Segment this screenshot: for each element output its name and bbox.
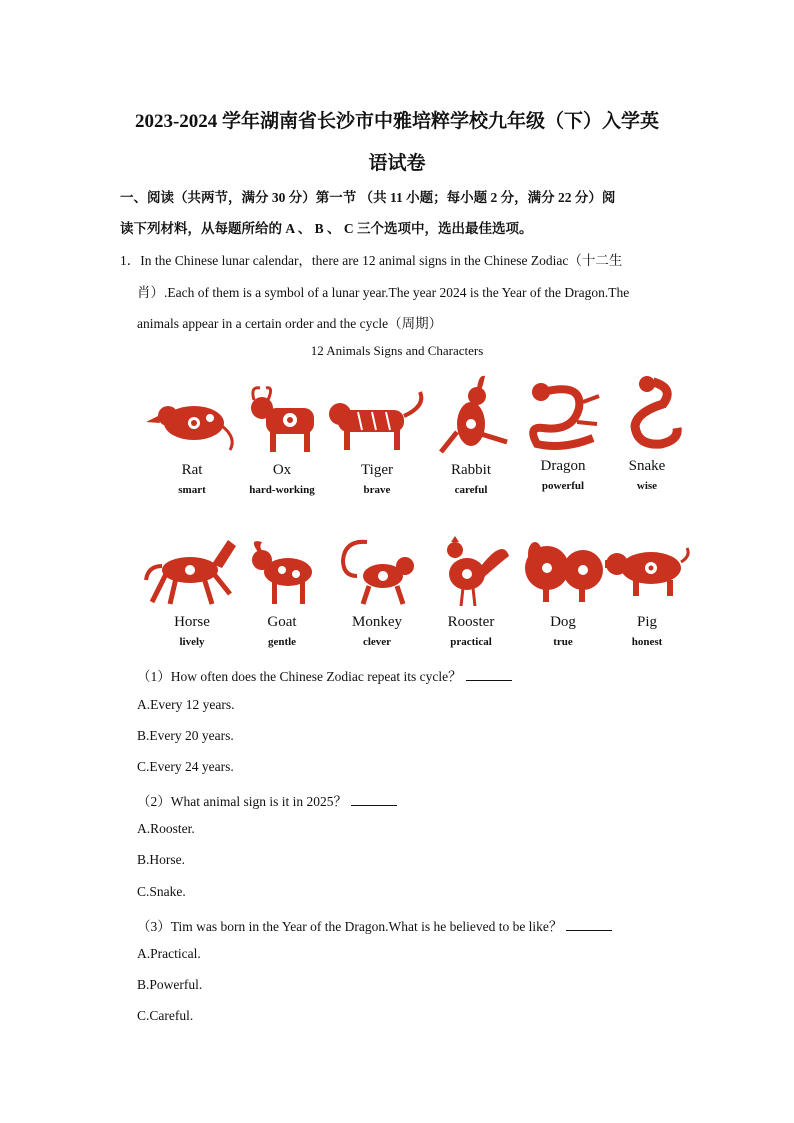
passage-line2: 肖）.Each of them is a symbol of a lunar year.The year 2024 is the Year of the Dragon.The bbox=[137, 285, 630, 300]
animal-name: Rat bbox=[181, 462, 203, 478]
question-2-option-a: A.Rooster. bbox=[137, 821, 195, 836]
figure-caption: 12 Animals Signs and Characters bbox=[310, 343, 484, 358]
question-3-option-b: B.Powerful. bbox=[137, 977, 203, 992]
animal-name: Goat bbox=[267, 614, 297, 630]
answer-blank[interactable] bbox=[351, 793, 397, 806]
question-2-stem bbox=[137, 790, 397, 810]
question-1-option-b: B.Every 20 years. bbox=[137, 728, 234, 743]
animal-trait: clever bbox=[362, 636, 392, 648]
question-3-stem bbox=[137, 915, 612, 935]
animal-trait: gentle bbox=[267, 636, 297, 648]
animal-name: Pig bbox=[636, 614, 657, 630]
animal-name: Dog bbox=[550, 614, 576, 630]
animal-trait: honest bbox=[631, 636, 663, 648]
passage-line3: animals appear in a certain order and the cycle（周期） bbox=[137, 316, 443, 331]
question-text: （1）How often does the Chinese Zodiac repeat its cycle？ bbox=[137, 669, 462, 684]
ox-icon bbox=[232, 378, 332, 458]
question-1-option-c: C.Every 24 years. bbox=[137, 759, 234, 774]
question-text: （3）Tim was born in the Year of the Dragon.What is he believed to be like？ bbox=[137, 919, 563, 934]
animal-name: Tiger bbox=[361, 462, 393, 478]
exam-title-line1: 2023-2024 学年湖南省长沙市中雅培粹学校九年级（下）入学英 bbox=[134, 111, 660, 132]
animal-trait: smart bbox=[178, 484, 206, 496]
snake-icon bbox=[597, 372, 697, 454]
zodiac-pig bbox=[592, 532, 702, 648]
pig-icon bbox=[597, 532, 697, 610]
zodiac-goat bbox=[227, 532, 337, 648]
animal-name: Dragon bbox=[540, 458, 586, 474]
answer-blank[interactable] bbox=[566, 918, 612, 931]
animal-trait: lively bbox=[179, 636, 205, 648]
exam-title-line2: 语试卷 bbox=[368, 153, 426, 174]
animal-trait: hard-working bbox=[249, 484, 315, 496]
animal-trait: true bbox=[553, 636, 573, 648]
animal-trait: careful bbox=[454, 484, 488, 496]
passage-line1: 1．In the Chinese lunar calendar，there are 12 animal signs in the Chinese Zodiac（十二生 bbox=[120, 253, 623, 268]
section-instructions-line1: 一、阅读（共两节，满分 30 分）第一节 （共 11 小题；每小题 2 分，满分 22 分）阅 bbox=[120, 190, 616, 205]
animal-name: Monkey bbox=[352, 614, 402, 630]
animal-name: Horse bbox=[174, 614, 210, 630]
animal-trait: practical bbox=[450, 636, 492, 648]
rooster-icon bbox=[421, 532, 521, 610]
question-1-stem bbox=[137, 665, 512, 685]
animal-name: Ox bbox=[272, 462, 292, 478]
animal-trait: wise bbox=[636, 480, 658, 492]
question-3-option-c: C.Careful. bbox=[137, 1008, 194, 1023]
animal-name: Rooster bbox=[447, 614, 495, 630]
zodiac-snake bbox=[592, 372, 702, 492]
animal-trait: brave bbox=[363, 484, 391, 496]
zodiac-ox bbox=[227, 378, 337, 496]
goat-icon bbox=[232, 532, 332, 610]
section-instructions-line2: 读下列材料，从每题所给的 A 、 B 、 C 三个选项中，选出最佳选项。 bbox=[120, 221, 533, 236]
question-text: （2）What animal sign is it in 2025？ bbox=[137, 794, 347, 809]
animal-trait: powerful bbox=[541, 480, 585, 492]
question-3-option-a: A.Practical. bbox=[137, 946, 201, 961]
animal-name: Rabbit bbox=[451, 462, 491, 478]
question-2-option-b: B.Horse. bbox=[137, 852, 185, 867]
question-1-option-a: A.Every 12 years. bbox=[137, 697, 235, 712]
monkey-icon bbox=[327, 532, 427, 610]
rabbit-icon bbox=[421, 372, 521, 458]
answer-blank[interactable] bbox=[466, 668, 512, 681]
animal-name: Snake bbox=[628, 458, 666, 474]
question-2-option-c: C.Snake. bbox=[137, 884, 186, 899]
